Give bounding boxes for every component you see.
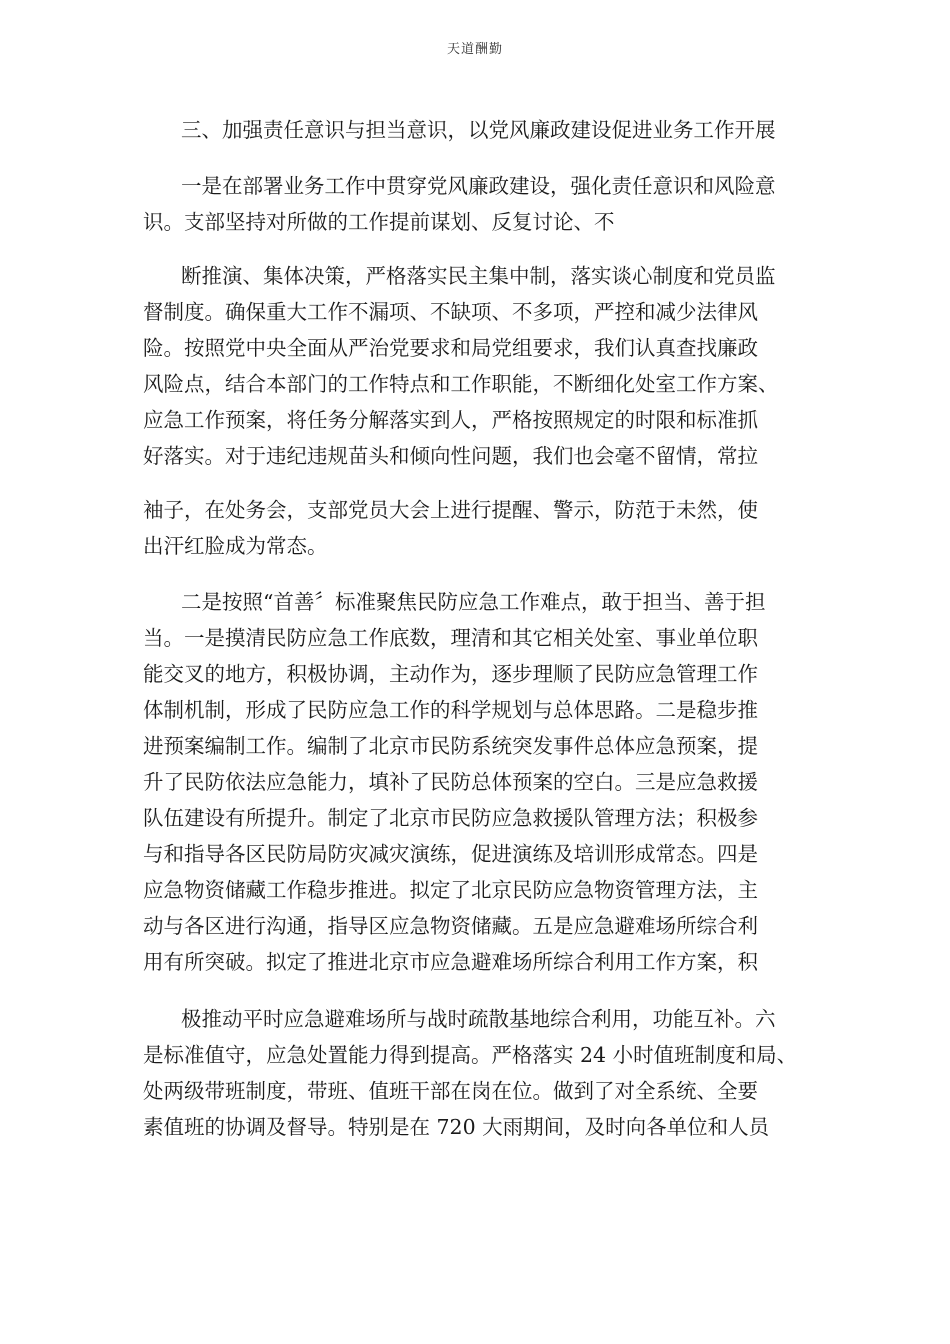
page-header: 天道酬勤 xyxy=(446,42,503,57)
text-line: 应急物资储藏工作稳步推进。拟定了北京民防应急物资管理方法，主 xyxy=(143,878,758,902)
text-line: 应急工作预案，将任务分解落实到人，严格按照规定的时限和标准抓 xyxy=(143,408,758,432)
text-line: 与和指导各区民防局防灾减灾演练，促进演练及培训形成常态。四是 xyxy=(143,842,758,866)
text-line: 能交叉的地方，积极协调，主动作为，逐步理顺了民防应急管理工作 xyxy=(143,662,758,686)
text-line: 出汗红脸成为常态。 xyxy=(143,534,328,558)
text-line: 升了民防依法应急能力，填补了民防总体预案的空白。三是应急救援 xyxy=(143,770,758,794)
text-line: 督制度。确保重大工作不漏项、不缺项、不多项，严控和减少法律风 xyxy=(143,300,758,324)
text-line: 是标准值守，应急处置能力得到提高。严格落实 24 小时值班制度和局、 xyxy=(143,1043,798,1067)
text-line: 极推动平时应急避难场所与战时疏散基地综合利用，功能互补。六 xyxy=(181,1007,776,1031)
text-line: 用有所突破。拟定了推进北京市应急避难场所综合利用工作方案，积 xyxy=(143,950,758,974)
text-line: 好落实。对于违纪违规苗头和倾向性问题，我们也会毫不留情，常拉 xyxy=(143,444,758,468)
text-line: 处两级带班制度，带班、值班干部在岗在位。做到了对全系统、全要 xyxy=(143,1079,758,1103)
text-line: 队伍建设有所提升。制定了北京市民防应急救援队管理方法；积极参 xyxy=(143,806,758,830)
text-line: 动与各区进行沟通，指导区应急物资储藏。五是应急避难场所综合利 xyxy=(143,914,758,938)
text-line: 二是按照“首善〞标准聚焦民防应急工作难点，敢于担当、善于担 xyxy=(181,590,766,614)
text-line: 风险点，结合本部门的工作特点和工作职能，不断细化处室工作方案、 xyxy=(143,372,779,396)
text-line: 袖子，在处务会，支部党员大会上进行提醒、警示，防范于未然，使 xyxy=(143,498,758,522)
text-line: 体制机制，形成了民防应急工作的科学规划与总体思路。二是稳步推 xyxy=(143,698,758,722)
text-line: 断推演、集体决策，严格落实民主集中制，落实谈心制度和党员监 xyxy=(181,264,776,288)
section-heading: 三、加强责任意识与担当意识，以党风廉政建设促进业务工作开展 xyxy=(181,118,776,142)
text-line: 险。按照党中央全面从严治党要求和局党组要求，我们认真查找廉政 xyxy=(143,336,758,360)
text-line: 进预案编制工作。编制了北京市民防系统突发事件总体应急预案，提 xyxy=(143,734,758,758)
text-line: 当。一是摸清民防应急工作底数，理清和其它相关处室、事业单位职 xyxy=(143,626,758,650)
text-line: 一是在部署业务工作中贯穿党风廉政建设，强化责任意识和风险意 xyxy=(181,174,776,198)
text-line: 识。支部坚持对所做的工作提前谋划、反复讨论、不 xyxy=(143,210,615,234)
text-line: 素值班的协调及督导。特别是在 720 大雨期间，及时向各单位和人员 xyxy=(143,1115,770,1139)
